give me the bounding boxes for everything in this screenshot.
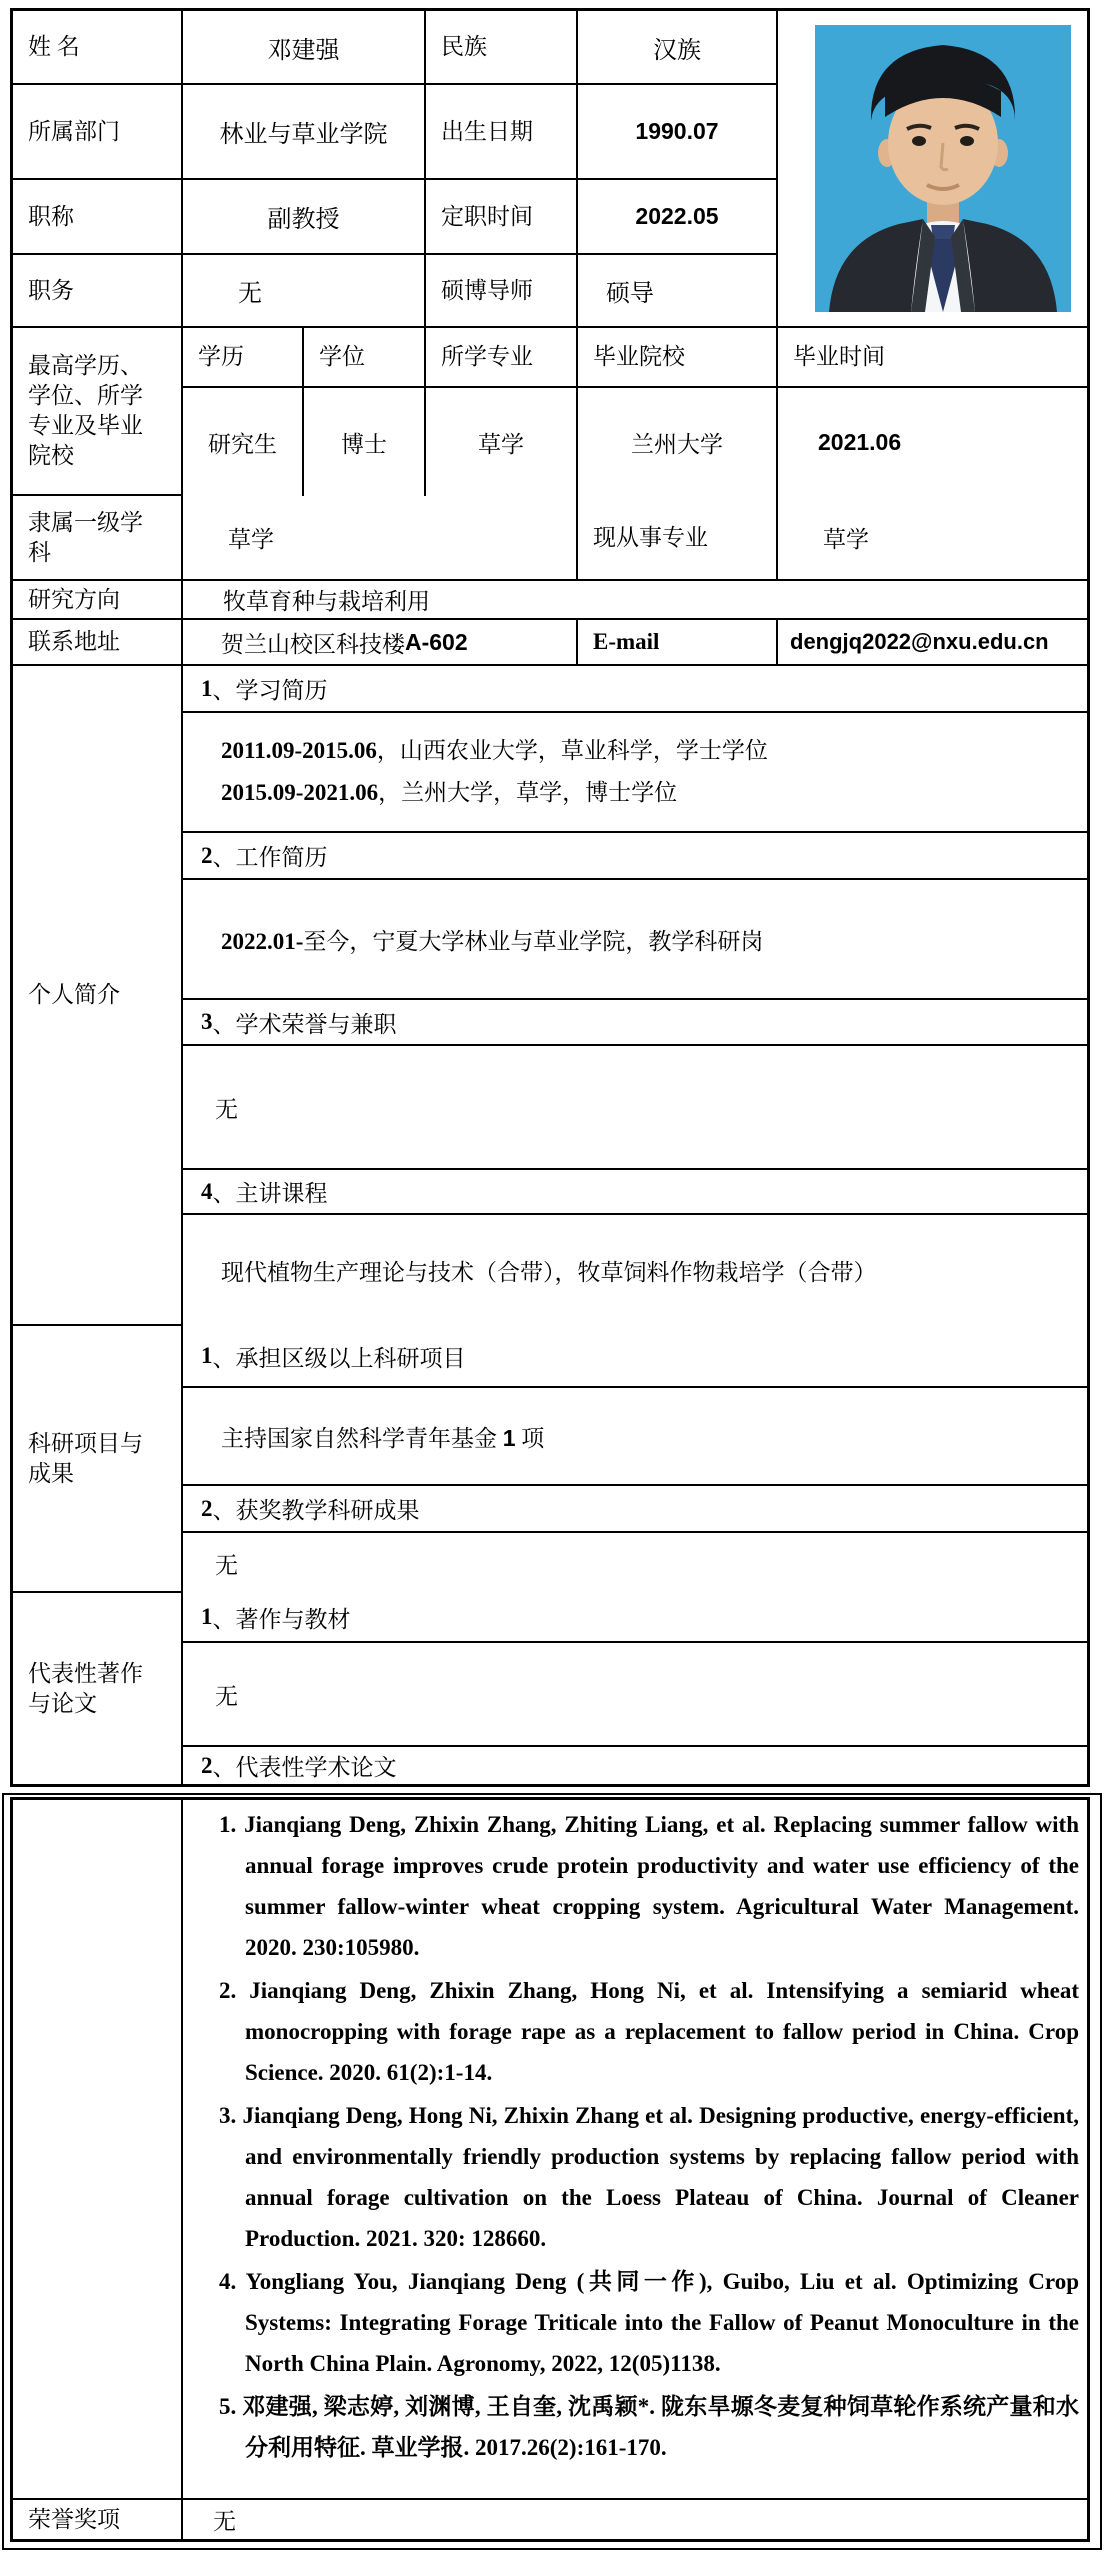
school-header: 毕业院校 xyxy=(578,328,778,386)
education-data-row xyxy=(183,388,1087,496)
birthdate-value: 1990.07 xyxy=(578,85,778,178)
profile-study-history xyxy=(183,713,1087,833)
research-direction-label: 研究方向 xyxy=(13,581,183,618)
works-heading-1 xyxy=(183,1593,1087,1643)
works-heading-2 xyxy=(183,1747,1087,1784)
profile-section-label: 个人简介 xyxy=(13,666,183,1326)
research-awards-content: 无 xyxy=(215,1552,238,1578)
name-value: 邓建强 xyxy=(183,11,426,83)
department-label: 所属部门 xyxy=(13,85,183,178)
profile-work-history xyxy=(183,880,1087,1000)
heading-number: 1 xyxy=(201,1343,213,1368)
ethnicity-label: 民族 xyxy=(426,11,578,83)
title-value: 副教授 xyxy=(183,180,426,253)
supervisor-label: 硕博导师 xyxy=(426,255,578,326)
publications-table xyxy=(10,1797,1090,2542)
publication-item: 4. Yongliang You, Jianqiang Deng (共同一作), Guibo, Liu et al. Optimizing Crop Systems: Integrating Forage Triticale into the Fallow of Peanut Monoculture in the North China Plain. Agronomy, 2022, 12(05)1138. xyxy=(219,2269,1079,2376)
photo-cell xyxy=(778,11,1087,328)
current-major-label: 现从事专业 xyxy=(578,496,778,579)
heading-text: 、获奖教学科研成果 xyxy=(212,1498,420,1523)
major-value: 草学 xyxy=(426,388,578,496)
email-label: E-mail xyxy=(578,620,778,664)
heading-number: 1 xyxy=(201,675,213,701)
profile-honors-content: 无 xyxy=(183,1046,1087,1170)
address-value xyxy=(183,620,578,664)
birthdate-label: 出生日期 xyxy=(426,85,578,178)
work-line-1: 2022.01-至今，宁夏大学林业与草业学院，教学科研岗 xyxy=(221,928,764,954)
department-value: 林业与草业学院 xyxy=(183,85,426,178)
title-header: 学位 xyxy=(304,328,426,386)
profile-heading-3 xyxy=(183,1000,1087,1046)
title-label: 职称 xyxy=(13,180,183,253)
heading-text: 、主讲课程 xyxy=(212,1181,328,1206)
heading-text: 、工作简历 xyxy=(212,845,328,870)
table-row xyxy=(13,11,778,85)
profile-heading-1 xyxy=(183,666,1087,713)
heading-number: 1 xyxy=(201,1604,213,1629)
email-value: dengjq2022@nxu.edu.cn xyxy=(790,629,1049,654)
works-books-content: 无 xyxy=(183,1643,1087,1747)
degree-value: 研究生 xyxy=(183,388,304,496)
address-text: 贺兰山校区科技楼 xyxy=(221,631,405,657)
appointment-time-value: 2022.05 xyxy=(578,180,778,253)
publication-item: 1. Jianqiang Deng, Zhixin Zhang, Zhiting Liang, et al. Replacing summer fallow with annual forage improves crude protein productivity and water use efficiency of the summer fallow-winter wheat cropping system. Agricultural Water Management. 2020. 230:105980. xyxy=(219,1812,1079,1960)
publications-list xyxy=(183,1800,1087,2498)
profile-courses-content: 现代植物生产理论与技术（合带），牧草饲料作物栽培学（合带） xyxy=(221,1260,877,1285)
table-row xyxy=(13,496,1087,581)
works-section-label: 代表性著作与论文 xyxy=(13,1593,183,1784)
title-value-edu: 博士 xyxy=(304,388,426,496)
profile-table xyxy=(10,8,1090,1787)
heading-number: 2 xyxy=(201,842,213,868)
research-direction-value: 牧草育种与栽培利用 xyxy=(223,589,430,614)
table-row xyxy=(13,85,778,180)
table-row xyxy=(13,620,1087,666)
awards-value: 无 xyxy=(213,2509,236,2534)
publication-item: 5. 邓建强, 梁志婷, 刘渊博, 王自奎, 沈禹颖*. 陇东旱塬冬麦复种饲草轮作系统产量和水分利用特征. 草业学报. 2017.26(2):161-170. xyxy=(219,2394,1079,2460)
table-row xyxy=(13,255,778,328)
publications-row xyxy=(13,1800,1087,2500)
discipline-label: 隶属一级学科 xyxy=(13,496,183,579)
publication-item: 2. Jianqiang Deng, Zhixin Zhang, Hong Ni, et al. Intensifying a semiarid wheat monocropping with forage rape as a replacement to fallow period in China. Crop Science. 2020. 61(2):1-14. xyxy=(219,1978,1079,2085)
degree-header: 学历 xyxy=(183,328,304,386)
ethnicity-value: 汉族 xyxy=(578,11,778,83)
heading-text: 、学术荣誉与兼职 xyxy=(212,1011,397,1037)
study-line-2: 2015.09-2021.06，兰州大学，草学，博士学位 xyxy=(221,780,678,805)
table-row xyxy=(13,180,778,255)
publications-label-cell xyxy=(13,1800,183,2498)
grad-time-header: 毕业时间 xyxy=(793,344,885,369)
publication-item: 3. Jianqiang Deng, Hong Ni, Zhixin Zhang et al. Designing productive, energy-efficient, and environmentally friendly production systems by replacing fallow period with annual forage cultivation on the Loess Plateau of China. Journal of Cleaner Production. 2021. 320: 128660. xyxy=(219,2103,1079,2251)
discipline-value: 草学 xyxy=(183,496,578,579)
grad-time-value: 2021.06 xyxy=(818,428,902,455)
research-projects-content: 主持国家自然科学青年基金 1 项 xyxy=(183,1388,1087,1486)
appointment-time-label: 定职时间 xyxy=(426,180,578,253)
school-value: 兰州大学 xyxy=(578,388,778,496)
duty-label: 职务 xyxy=(13,255,183,326)
address-label: 联系地址 xyxy=(13,620,183,664)
current-major-value: 草学 xyxy=(823,527,869,552)
heading-number: 4 xyxy=(201,1178,213,1204)
address-room-code: A-602 xyxy=(405,628,468,655)
education-label: 最高学历、学位、所学专业及毕业院校 xyxy=(13,328,183,496)
heading-number: 2 xyxy=(201,1495,213,1521)
awards-label: 荣誉奖项 xyxy=(13,2500,183,2539)
name-label: 姓 名 xyxy=(13,11,183,83)
research-heading-1 xyxy=(183,1326,1087,1388)
profile-heading-4 xyxy=(183,1170,1087,1215)
heading-text: 、承担区级以上科研项目 xyxy=(212,1345,466,1371)
supervisor-value: 硕导 xyxy=(578,255,778,326)
awards-row xyxy=(13,2500,1087,2539)
major-header: 所学专业 xyxy=(426,328,578,386)
profile-heading-2 xyxy=(183,833,1087,880)
research-heading-2 xyxy=(183,1486,1087,1533)
research-section-label: 科研项目与成果 xyxy=(13,1326,183,1593)
heading-number: 3 xyxy=(201,1009,213,1034)
study-line-1: 2011.09-2015.06，山西农业大学，草业科学，学士学位 xyxy=(221,738,768,763)
heading-text: 、著作与教材 xyxy=(212,1606,351,1632)
heading-number: 2 xyxy=(201,1752,213,1778)
education-header-row xyxy=(183,328,1087,388)
heading-text: 、代表性学术论文 xyxy=(212,1755,397,1780)
portrait-photo xyxy=(815,25,1071,312)
table-row xyxy=(13,581,1087,620)
heading-text: 、学习简历 xyxy=(212,678,328,703)
duty-value: 无 xyxy=(183,255,426,326)
